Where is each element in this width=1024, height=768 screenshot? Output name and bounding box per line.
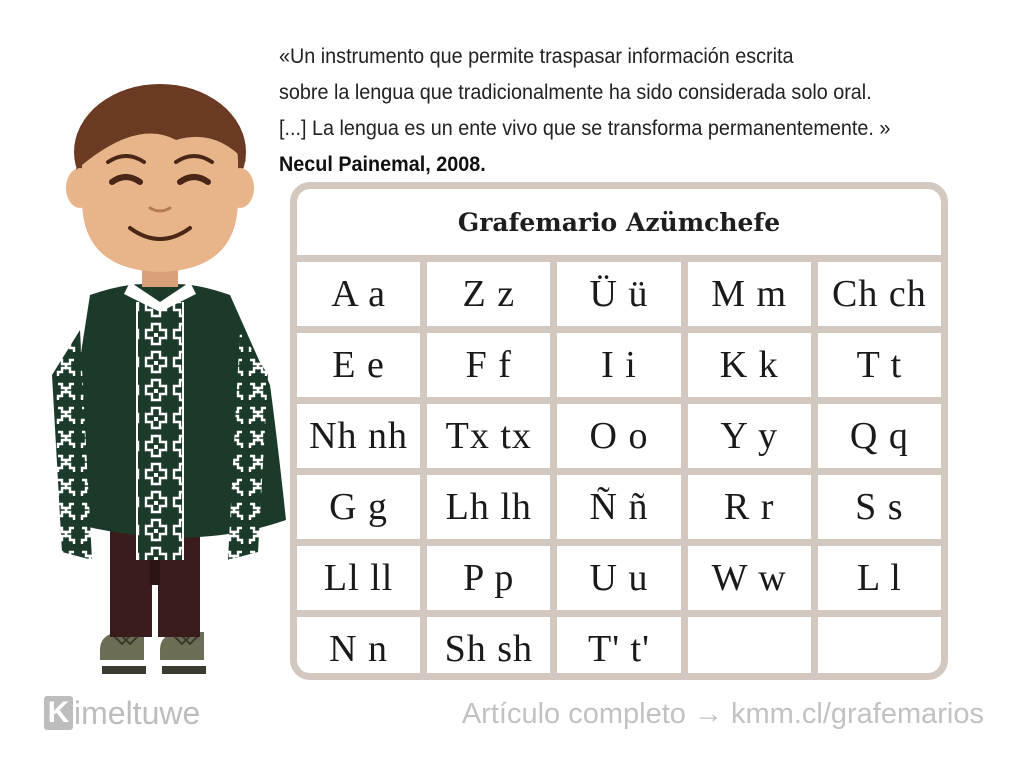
mapuche-man-illustration — [30, 70, 290, 690]
grapheme-cell: N n — [297, 617, 420, 680]
quote-line-2: sobre la lengua que tradicionalmente ha sido considerada solo oral. — [279, 80, 872, 104]
grapheme-cell: P p — [427, 546, 550, 610]
grapheme-cell: T t — [818, 333, 941, 397]
grapheme-cell: K k — [688, 333, 811, 397]
grapheme-cell: A a — [297, 262, 420, 326]
grapheme-cell: S s — [818, 475, 941, 539]
grapheme-cell: Ch ch — [818, 262, 941, 326]
grafemario-table — [290, 182, 948, 680]
empty-cell — [688, 617, 811, 680]
table-title: Grafemario Azümchefe — [297, 189, 941, 255]
grapheme-cell: I i — [557, 333, 680, 397]
logo-wordmark: imeltuwe — [74, 694, 201, 731]
grapheme-cell: Sh sh — [427, 617, 550, 680]
quote-author: Necul Painemal, 2008. — [279, 152, 486, 176]
quote-block — [279, 38, 951, 182]
grapheme-cell: F f — [427, 333, 550, 397]
grapheme-cell: R r — [688, 475, 811, 539]
grapheme-cell: Ü ü — [557, 262, 680, 326]
grapheme-cell: Ll ll — [297, 546, 420, 610]
grapheme-cell: W w — [688, 546, 811, 610]
grapheme-cell: Ñ ñ — [557, 475, 680, 539]
grapheme-cell: Lh lh — [427, 475, 550, 539]
logo-initial: K — [44, 696, 73, 730]
kimeltuwe-logo — [44, 693, 200, 733]
grapheme-cell: O o — [557, 404, 680, 468]
grapheme-grid — [297, 262, 941, 680]
quote-line-3: [...] La lengua es un ente vivo que se transforma permanentemente. » — [279, 116, 891, 140]
grapheme-cell: Z z — [427, 262, 550, 326]
article-link[interactable]: Artículo completo → kmm.cl/grafemarios — [461, 697, 984, 730]
quote-line-1: «Un instrumento que permite traspasar información escrita — [279, 44, 794, 68]
grapheme-cell: G g — [297, 475, 420, 539]
grapheme-cell: L l — [818, 546, 941, 610]
grapheme-cell: U u — [557, 546, 680, 610]
grapheme-cell: Nh nh — [297, 404, 420, 468]
grapheme-cell: Tx tx — [427, 404, 550, 468]
grapheme-cell: Q q — [818, 404, 941, 468]
empty-cell — [818, 617, 941, 680]
grapheme-cell: M m — [688, 262, 811, 326]
grapheme-cell: T' t' — [557, 617, 680, 680]
grapheme-cell: Y y — [688, 404, 811, 468]
grapheme-cell: E e — [297, 333, 420, 397]
